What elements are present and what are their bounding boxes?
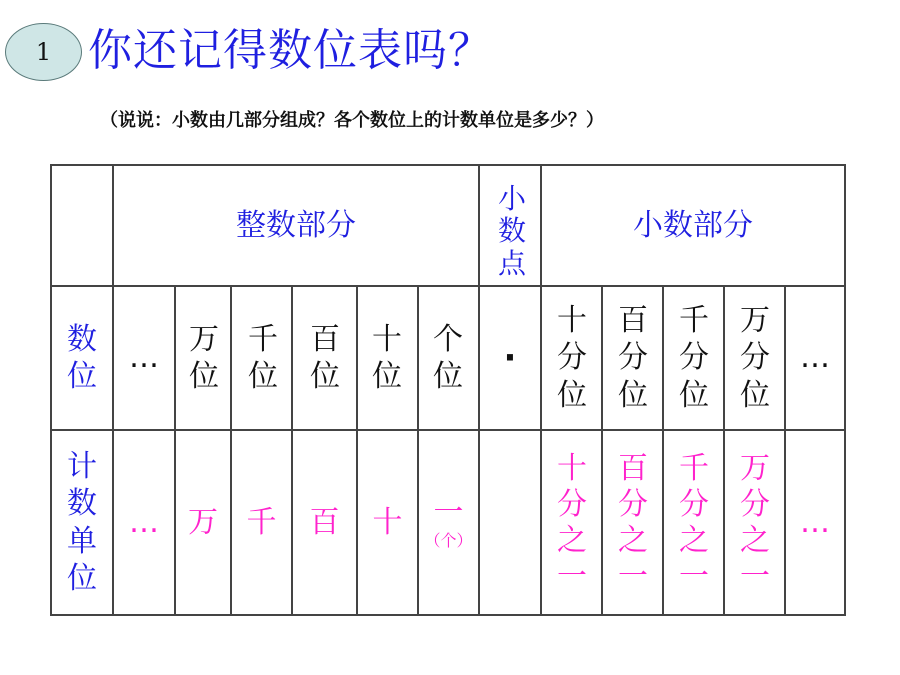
- table-border-right: [844, 164, 846, 616]
- table-col-divider: [723, 285, 725, 616]
- slide-number-badge: [5, 23, 82, 81]
- digit-place-hundredths: 百分位: [618, 302, 648, 413]
- table-col-divider: [601, 285, 603, 616]
- integer-part-header: 整数部分: [236, 207, 356, 243]
- place-value-table: [50, 164, 846, 616]
- counting-unit-shi: 十: [372, 504, 403, 540]
- slide-number: 1: [35, 38, 52, 66]
- row-label-counting-unit: 计数单位: [67, 448, 97, 596]
- row-label-digit-place: 数位: [67, 321, 97, 394]
- decimal-point-header: 小数点: [497, 182, 526, 280]
- table-border-left: [50, 164, 52, 616]
- counting-unit-ellipsis: …: [800, 504, 830, 540]
- counting-unit-thousandths: 千分之一: [679, 450, 709, 594]
- counting-unit-bai: 百: [309, 504, 340, 540]
- digit-place-ten-thousandths: 万分位: [740, 302, 770, 413]
- counting-unit-ge: 一: [433, 494, 464, 530]
- digit-place-bai: 百位: [310, 321, 340, 394]
- table-col-divider: [662, 285, 664, 616]
- digit-place-thousandths: 千分位: [679, 302, 709, 413]
- digit-place-tenths: 十分位: [557, 302, 587, 413]
- counting-unit-ge-cell: [419, 431, 478, 614]
- page-subtitle: （说说：小数由几部分组成？各个数位上的计数单位是多少？）: [100, 110, 604, 131]
- table-border-bottom: [50, 614, 846, 616]
- decimal-point-symbol: ·: [503, 337, 517, 378]
- digit-place-ellipsis: …: [129, 340, 159, 376]
- counting-unit-ten-thousandths: 万分之一: [740, 450, 770, 594]
- counting-unit-wan: 万: [188, 504, 218, 540]
- counting-unit-hundredths: 百分之一: [618, 450, 648, 594]
- digit-place-ge: 个位: [433, 321, 463, 394]
- digit-place-ellipsis: …: [800, 340, 830, 376]
- page-title: 你还记得数位表吗？: [88, 25, 493, 76]
- counting-unit-ge-note: （个）: [424, 531, 473, 551]
- counting-unit-ellipsis: …: [129, 504, 159, 540]
- counting-unit-tenths: 十分之一: [557, 450, 587, 594]
- decimal-part-header: 小数部分: [633, 207, 753, 243]
- digit-place-wan: 万位: [189, 321, 219, 394]
- digit-place-shi: 十位: [372, 321, 402, 394]
- counting-unit-qian: 千: [246, 504, 277, 540]
- digit-place-qian: 千位: [248, 321, 278, 394]
